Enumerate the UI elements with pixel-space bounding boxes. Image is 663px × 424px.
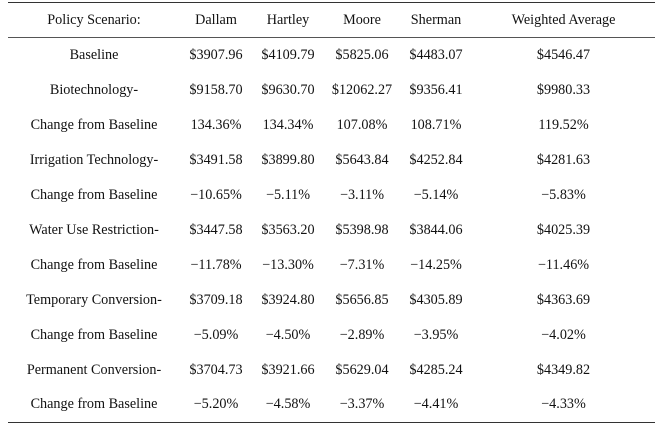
- table-row: [8, 248, 655, 283]
- moore-cell: $5643.84: [335, 151, 389, 168]
- sherman-cell: $4252.84: [409, 151, 463, 168]
- hartley-cell: $3924.80: [261, 291, 315, 308]
- hartley-cell: 134.34%: [262, 116, 314, 133]
- scenario-cell: Change from Baseline: [30, 256, 158, 273]
- weighted-average-cell: −11.46%: [537, 256, 590, 273]
- sherman-cell: −3.95%: [413, 326, 459, 343]
- table-body: [8, 38, 655, 423]
- column-header-sherman: Sherman: [400, 3, 472, 38]
- weighted-average-cell: 119.52%: [538, 116, 589, 133]
- scenario-cell: Change from Baseline: [30, 116, 158, 133]
- sherman-cell: $4285.24: [409, 361, 463, 378]
- scenario-cell: Change from Baseline: [30, 186, 158, 203]
- dallam-cell: $9158.70: [189, 81, 243, 98]
- scenario-cell: Temporary Conversion-: [26, 291, 162, 308]
- dallam-cell: −5.20%: [180, 388, 252, 423]
- policy-scenario-table-container: [8, 2, 655, 423]
- sherman-cell: 108.71%: [410, 116, 462, 133]
- policy-scenario-table: [8, 2, 655, 423]
- sherman-cell: −14.25%: [410, 256, 462, 273]
- weighted-average-cell: $4281.63: [536, 151, 591, 168]
- hartley-cell: −5.11%: [265, 186, 311, 203]
- dallam-cell: $3491.58: [189, 151, 243, 168]
- scenario-cell: Change from Baseline: [8, 388, 180, 423]
- dallam-cell: $3709.18: [189, 291, 243, 308]
- scenario-cell: Biotechnology-: [49, 81, 139, 98]
- hartley-cell: −4.50%: [265, 326, 311, 343]
- table-row: [8, 213, 655, 248]
- hartley-cell: $3899.80: [261, 151, 315, 168]
- dallam-cell: $3907.96: [189, 46, 243, 63]
- table-header-row: [8, 3, 655, 38]
- weighted-average-cell: $4025.39: [536, 221, 591, 238]
- dallam-cell: $3704.73: [189, 361, 243, 378]
- moore-cell: −3.11%: [339, 186, 385, 203]
- scenario-cell: Baseline: [69, 46, 119, 63]
- weighted-average-cell: −4.02%: [541, 326, 586, 343]
- column-header-dallam: Dallam: [180, 3, 252, 38]
- table-row: [8, 38, 655, 73]
- sherman-cell: $4305.89: [409, 291, 463, 308]
- column-header-moore: Moore: [324, 3, 400, 38]
- moore-cell: $5398.98: [335, 221, 389, 238]
- weighted-average-cell: −5.83%: [541, 186, 586, 203]
- dallam-cell: −11.78%: [190, 256, 242, 273]
- table-row: [8, 73, 655, 108]
- hartley-cell: $4109.79: [261, 46, 315, 63]
- table-row: [8, 353, 655, 388]
- dallam-cell: −5.09%: [193, 326, 239, 343]
- moore-cell: $12062.27: [331, 81, 393, 98]
- moore-cell: $5825.06: [335, 46, 389, 63]
- moore-cell: $5656.85: [335, 291, 389, 308]
- column-header-policy-scenario: Policy Scenario:: [8, 3, 180, 38]
- sherman-cell: −4.41%: [400, 388, 472, 423]
- hartley-cell: $9630.70: [261, 81, 315, 98]
- scenario-cell: Permanent Conversion-: [26, 361, 162, 378]
- hartley-cell: $3921.66: [261, 361, 315, 378]
- column-header-hartley: Hartley: [252, 3, 324, 38]
- hartley-cell: $3563.20: [261, 221, 315, 238]
- table-row: [8, 388, 655, 423]
- moore-cell: −3.37%: [324, 388, 400, 423]
- dallam-cell: −10.65%: [190, 186, 242, 203]
- moore-cell: −2.89%: [339, 326, 385, 343]
- sherman-cell: $4483.07: [409, 46, 463, 63]
- scenario-cell: Change from Baseline: [30, 326, 158, 343]
- table-row: [8, 283, 655, 318]
- weighted-average-cell: −4.33%: [472, 388, 655, 423]
- dallam-cell: 134.36%: [190, 116, 242, 133]
- weighted-average-cell: $4349.82: [536, 361, 591, 378]
- table-row: [8, 143, 655, 178]
- weighted-average-cell: $9980.33: [536, 81, 591, 98]
- dallam-cell: $3447.58: [189, 221, 243, 238]
- hartley-cell: −4.58%: [252, 388, 324, 423]
- table-row: [8, 318, 655, 353]
- scenario-cell: Water Use Restriction-: [29, 221, 159, 238]
- moore-cell: 107.08%: [336, 116, 388, 133]
- moore-cell: −7.31%: [339, 256, 385, 273]
- weighted-average-cell: $4546.47: [536, 46, 591, 63]
- weighted-average-cell: $4363.69: [536, 291, 591, 308]
- sherman-cell: $9356.41: [409, 81, 463, 98]
- hartley-cell: −13.30%: [262, 256, 314, 273]
- moore-cell: $5629.04: [335, 361, 389, 378]
- scenario-cell: Irrigation Technology-: [29, 151, 159, 168]
- sherman-cell: −5.14%: [413, 186, 459, 203]
- table-row: [8, 178, 655, 213]
- table-row: [8, 108, 655, 143]
- sherman-cell: $3844.06: [409, 221, 463, 238]
- column-header-weighted-average: Weighted Average: [472, 3, 655, 38]
